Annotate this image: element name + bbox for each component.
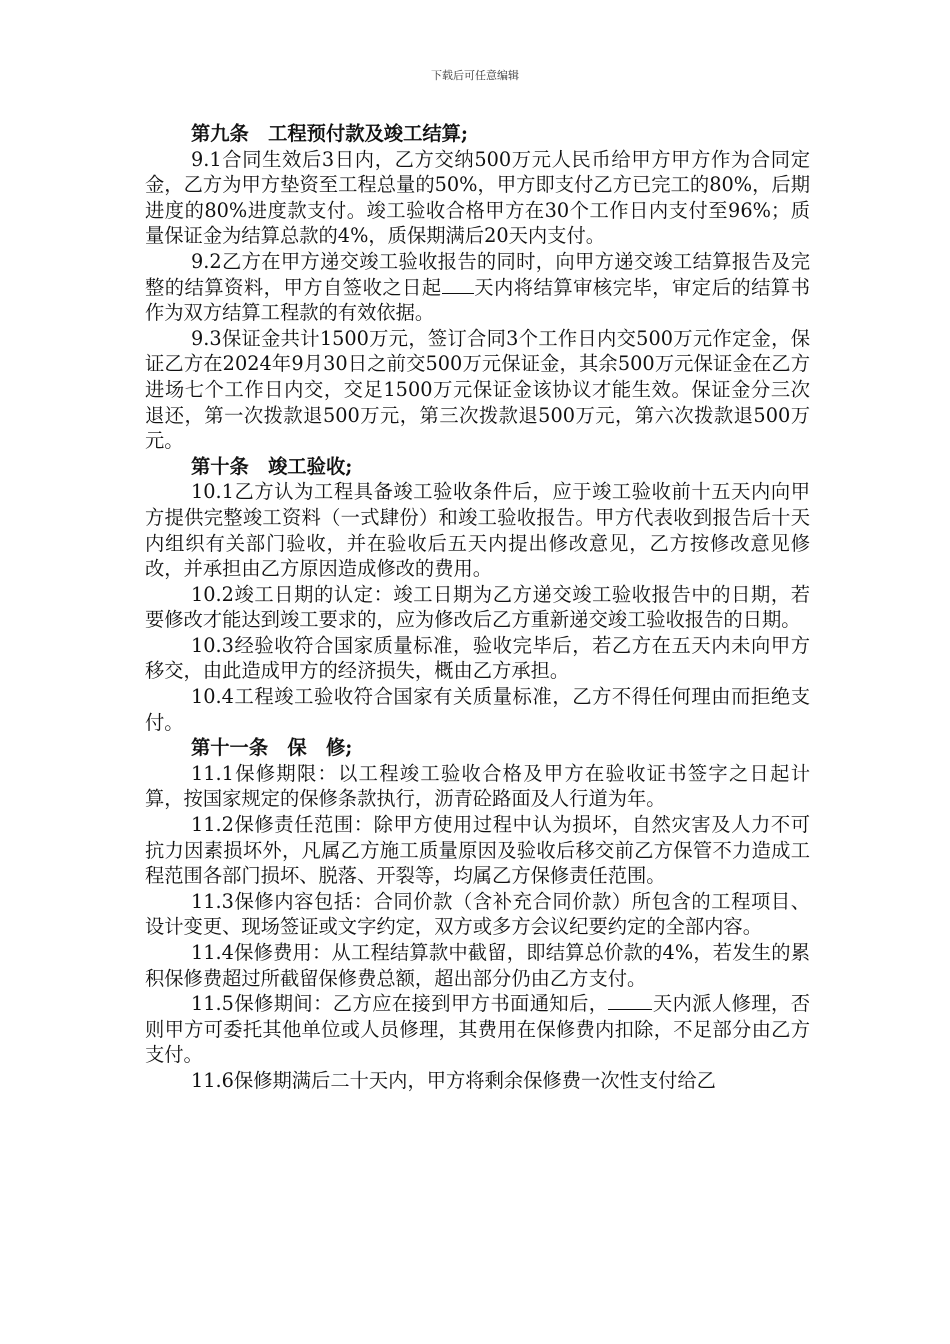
blank-days-field [608, 992, 652, 1010]
clause-11-1: 11.1保修期限：以工程竣工验收合格及甲方在验收证书签字之日起计算，按国家规定的保修条款执行，沥青砼路面及人行道为年。 [145, 761, 810, 811]
clause-10-2: 10.2竣工日期的认定：竣工日期为乙方递交竣工验收报告中的日期，若要修改才能达到竣工要求的，应为修改后乙方重新递交竣工验收报告的日期。 [145, 582, 810, 632]
clause-10-1: 10.1乙方认为工程具备竣工验收条件后，应于竣工验收前十五天内向甲方提供完整竣工资料（一式肆份）和竣工验收报告。甲方代表收到报告后十天内组织有关部门验收，并在验收后五天内提出修改意见，乙方按修改意见修改，并承担由乙方原因造成修改的费用。 [145, 480, 810, 581]
clause-9-1: 9.1合同生效后3日内，乙方交纳500万元人民币给甲方甲方作为合同定金，乙方为甲方垫资至工程总量的50%，甲方即支付乙方已完工的80%，后期进度的80%进度款支付。竣工验收合格甲方在30个工作日内支付至96%；质量保证金为结算总款的4%，质保期满后20天内支付。 [145, 147, 810, 248]
clause-9-2-text-a: 9.2乙方在甲方递交竣工验收报告的同时，向甲方递交竣工结算报告及完整的结算资料，甲方自签收之日起 [145, 249, 810, 299]
article-9-title: 第九条 工程预付款及竣工结算; [191, 122, 469, 145]
article-10-title: 第十条 竣工验收; [191, 454, 353, 478]
clause-9-3: 9.3保证金共计1500万元，签订合同3个工作日内交500万元作定金，保证乙方在2024年9月30日之前交500万元保证金，其余500万元保证金在乙方进场七个工作日内交，交足1500万元保证金该协议才能生效。保证金分三次退还，第一次拨款退500万元，第三次拨款退500万元，第六次拨款退500万元。 [145, 326, 810, 453]
clause-11-2: 11.2保修责任范围：除甲方使用过程中认为损坏，自然灾害及人力不可抗力因素损坏外，凡属乙方施工质量原因及验收后移交前乙方保管不力造成工程范围各部门损坏、脱落、开裂等，均属乙方保修责任范围。 [145, 813, 810, 888]
clause-11-6: 11.6保修期满后二十天内，甲方将剩余保修费一次性支付给乙 [191, 1068, 716, 1092]
clause-9-2 [145, 249, 810, 326]
clause-11-3: 11.3保修内容包括：合同价款（含补充合同价款）所包含的工程项目、设计变更、现场签证或文字约定，双方或多方会议纪要约定的全部内容。 [145, 889, 810, 939]
download-note: 下载后可任意编辑 [431, 69, 519, 82]
clause-11-5 [145, 991, 810, 1068]
clause-11-4: 11.4保修费用：从工程结算款中截留，即结算总价款的4%，若发生的累积保修费超过所截留保修费总额，超出部分仍由乙方支付。 [145, 941, 810, 990]
clause-10-4: 10.4工程竣工验收符合国家有关质量标准，乙方不得任何理由而拒绝支付。 [145, 685, 810, 734]
clause-9-2-text-b: 天内将结算审核完毕，审定后的结算书作为双方结算工程款的有效依据。 [145, 275, 810, 325]
clause-11-5-text-a: 11.5保修期间：乙方应在接到甲方书面通知后， [191, 992, 609, 1016]
clause-11-5-text-b: 天内派人修理，否则甲方可委托其他单位或人员修理，其费用在保修费内扣除，不足部分由乙方支付。 [145, 992, 810, 1067]
clause-10-3: 10.3经验收符合国家质量标准，验收完毕后，若乙方在五天内未向甲方移交，由此造成甲方的经济损失，概由乙方承担。 [145, 633, 810, 683]
blank-days-field [442, 275, 474, 293]
contract-body [145, 121, 810, 1094]
article-11-title: 第十一条 保 修; [191, 736, 353, 760]
